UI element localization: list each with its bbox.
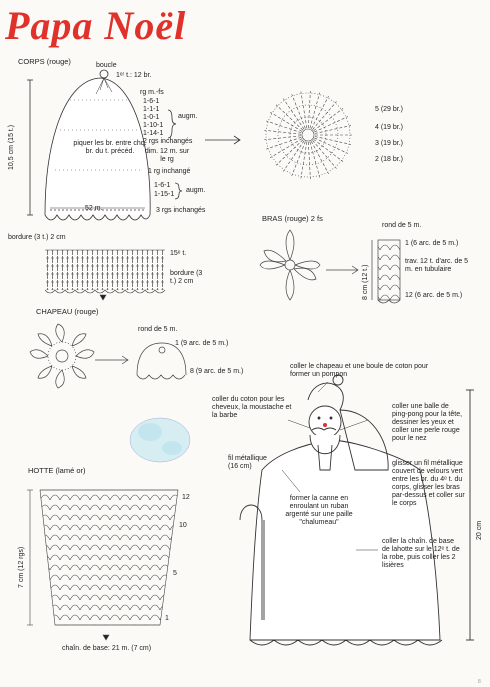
row-5: 1-14-1 [143,130,164,137]
chapeau-rond: rond de 5 m. [138,326,178,333]
bras-heading: BRAS (rouge) 2 fs [262,214,323,223]
corps-height: 10,5 cm (15 t.) [8,124,15,170]
round-spoke [308,142,310,179]
doll-canne: former la canne en enroulant un ruban argenté sur une paille "chalumeau" [285,495,353,526]
row2-2: 1-15-1 [154,191,175,198]
round-spoke [308,91,310,128]
cotton-ball-illustration [130,418,190,462]
bras-diagram [260,230,400,303]
round-spoke [266,121,301,133]
hotte-row-1: 1 [165,615,169,622]
bras-r1: 1 (6 arc. de 5 m.) [405,240,459,247]
round-spoke [314,139,343,161]
doll-size: 20 cm [476,520,483,540]
row-4: 1-10-1 [143,122,164,129]
hotte-heading: HOTTE (lamé or) [28,466,86,475]
chapeau-heading: CHAPEAU (rouge) [36,307,99,316]
doll-chain: coller la chaîn. de base de lahotte sur le 12ᵉ t. de la robe, puis coller les 2 lisières [382,538,460,569]
one-rg-label: 1 rg inchangé [148,168,191,175]
augm2-label: augm. [186,187,206,194]
round-spoke [276,140,303,165]
doll-fil: fil métallique (16 cm) [228,455,267,470]
bras-rond: rond de 5 m. [382,222,422,229]
round-spoke [270,112,302,131]
hotte-row-5: 5 [173,570,177,577]
piquer-note: piquer les br. entre chq. br. du t. précéd. [73,140,147,155]
corps-width: 52 m. [85,205,103,212]
bras-trav: trav. 12 t. d'arc. de 5 m. en tubulaire [405,258,469,273]
round-2: 2 (18 br.) [375,156,404,163]
first-row-label: 1ᵉʳ t.: 12 br. [116,72,152,79]
page-number: 8 [478,679,481,685]
round-spoke [314,108,343,130]
round-4: 4 (19 br.) [375,124,404,131]
doll-balle: coller une balle de ping-pong pour la tête, dessiner les yeux et coller une perle rouge pour le nez [392,403,463,442]
round-spoke [310,93,320,129]
doll-coller-chapeau: coller le chapeau et une boule de coton pour former un pompon [290,363,429,378]
hotte-row-12: 12 [182,494,190,501]
bordure-chart [45,250,165,300]
page-title: Papa Noël [5,3,187,48]
hotte-row-10: 10 [179,522,187,529]
round-5: 5 (29 br.) [375,106,404,113]
doll-coller-coton: coller du coton pour les cheveux, la moustache et la barbe [212,396,292,419]
rg-label: rg m.-fs [140,89,164,96]
round-3: 3 (19 br.) [375,140,404,147]
round-spoke [276,105,303,130]
dim-note: dim. 12 m. sur le rg [144,148,190,163]
chapeau-r1: 1 (9 arc. de 5 m.) [175,340,229,347]
rgs-inchanges: 2 rgs inchangés [143,138,193,145]
hotte-diagram [27,490,178,640]
corps-top-chart [264,91,352,179]
boucle-label: boucle [96,62,117,69]
round-spoke [270,139,302,158]
round-spoke [311,96,328,129]
doll-glisser: glisser un fil métallique couvert de velours vert entre les br. du 4ᵉ t. du corps, glisser les bras par-dessus et coller sur le corps [392,460,465,507]
bras-r12: 12 (6 arc. de 5 m.) [405,292,463,299]
chapeau-r8: 8 (9 arc. de 5 m.) [190,368,244,375]
round-spoke [301,92,307,129]
row2-1: 1-6-1 [154,182,171,189]
round-spoke [292,94,306,128]
round-spoke [292,142,306,176]
bordure-label: bordure (3 t.) 2 cm [8,234,66,241]
round-spoke [301,142,307,179]
round-spoke [313,140,337,168]
bras-height: 8 cm (12 t.) [362,264,369,300]
bordure2-label: bordure (3 t.) 2 cm [170,270,203,285]
round-spoke [283,141,304,172]
augm-label: augm. [178,113,198,120]
rgs3-label: 3 rgs inchangés [156,207,206,214]
round-spoke [310,142,320,178]
row-2: 1-1-1 [143,106,160,113]
hotte-height: 7 cm (12 rgs) [18,546,25,588]
round-spoke [311,141,328,174]
round-spoke [313,101,337,129]
row-1: 1-6-1 [143,98,160,105]
round-spoke [266,137,301,149]
corps-heading: CORPS (rouge) [18,57,71,66]
hotte-base: chaîn. de base: 21 m. (7 cm) [62,645,152,652]
t15-label: 15ᵉ t. [170,250,187,257]
row-3: 1-0-1 [143,114,160,121]
